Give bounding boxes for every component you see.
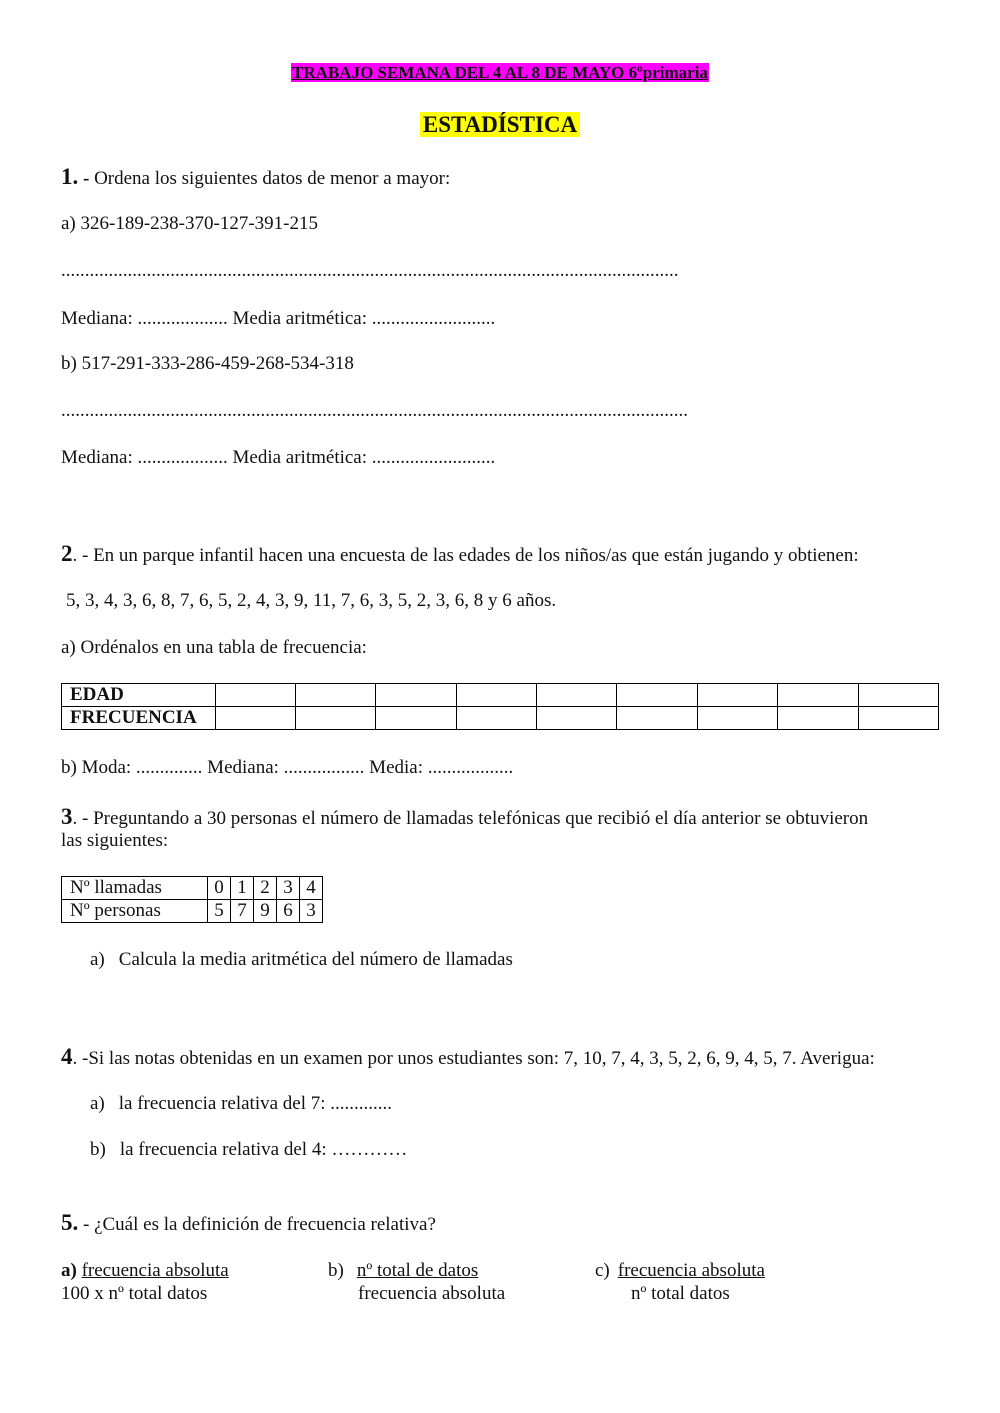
q2-heading bbox=[61, 541, 859, 567]
q4-b-text: la frecuencia relativa del 4: ………… bbox=[119, 1139, 408, 1160]
q5-option-a-denominator: 100 x nº total datos bbox=[61, 1283, 208, 1304]
calls-table-value: 3 bbox=[300, 900, 323, 923]
q5-option-a-marker: a) bbox=[61, 1260, 77, 1281]
q2-prompt: . - En un parque infantil hacen una encuesta de las edades de los niños/as que están jugando y obtienen: bbox=[72, 545, 859, 566]
frequency-table-cell[interactable] bbox=[778, 684, 858, 707]
calls-table-value: 5 bbox=[208, 900, 231, 923]
frequency-table-cell[interactable] bbox=[617, 684, 697, 707]
frequency-table-cell[interactable] bbox=[778, 707, 858, 730]
calls-table-value: 7 bbox=[231, 900, 254, 923]
q1-number: 1. bbox=[61, 164, 79, 189]
q4-a-text: la frecuencia relativa del 7: ............. bbox=[118, 1093, 393, 1114]
calls-table-row-personas bbox=[62, 900, 323, 923]
q3-a-marker: a) bbox=[90, 949, 105, 970]
q1-a-data: a) 326-189-238-370-127-391-215 bbox=[61, 213, 318, 234]
frequency-table-cell[interactable] bbox=[456, 707, 536, 730]
calls-table-label-llamadas: Nº llamadas bbox=[62, 877, 208, 900]
q1-b-data: b) 517-291-333-286-459-268-534-318 bbox=[61, 353, 354, 374]
frequency-table-cell[interactable] bbox=[537, 707, 617, 730]
q5-option-c-denominator: nº total datos bbox=[631, 1283, 730, 1304]
frequency-table-cell[interactable] bbox=[537, 684, 617, 707]
q5-option-a-numerator: frecuencia absoluta bbox=[81, 1260, 229, 1281]
q5-number: 5. bbox=[61, 1210, 79, 1235]
q3-prompt-line1: . - Preguntando a 30 personas el número de llamadas telefónicas que recibió el día anterior se obtuvieron bbox=[72, 808, 869, 829]
q3-heading bbox=[61, 804, 868, 830]
q2-number: 2 bbox=[61, 541, 73, 566]
calls-table-value: 1 bbox=[231, 877, 254, 900]
frequency-table-cell[interactable] bbox=[376, 684, 456, 707]
frequency-table-cell[interactable] bbox=[858, 684, 938, 707]
calls-table-value: 4 bbox=[300, 877, 323, 900]
frequency-table-cell[interactable] bbox=[617, 707, 697, 730]
q3-a-item bbox=[90, 949, 513, 971]
q1-a-stats[interactable]: Mediana: ................... Media aritmética: .......................... bbox=[61, 308, 496, 329]
calls-table bbox=[61, 876, 323, 923]
q2-a-label: a) Ordénalos en una tabla de frecuencia: bbox=[61, 637, 367, 658]
q3-number: 3 bbox=[61, 804, 73, 829]
q1-b-stats[interactable]: Mediana: ................... Media aritmética: .......................... bbox=[61, 447, 496, 468]
q4-b-marker: b) bbox=[90, 1139, 106, 1160]
q1-heading bbox=[61, 164, 450, 190]
frequency-table-label-frecuencia: FRECUENCIA bbox=[62, 707, 216, 730]
frequency-table-cell[interactable] bbox=[376, 707, 456, 730]
worksheet-title-row bbox=[0, 62, 1000, 84]
q4-heading bbox=[61, 1044, 875, 1070]
q5-option-b-numerator: nº total de datos bbox=[356, 1260, 479, 1281]
calls-table-value: 9 bbox=[254, 900, 277, 923]
q3-prompt-line2: las siguientes: bbox=[61, 830, 169, 851]
frequency-table-cell[interactable] bbox=[858, 707, 938, 730]
q5-option-c-marker: c) bbox=[595, 1260, 610, 1281]
frequency-table-cell[interactable] bbox=[697, 707, 777, 730]
frequency-table-cell[interactable] bbox=[456, 684, 536, 707]
q2-b-stats[interactable]: b) Moda: .............. Mediana: ................. Media: .................. bbox=[61, 757, 514, 778]
q5-option-b-denominator: frecuencia absoluta bbox=[358, 1283, 506, 1304]
q4-b-item[interactable] bbox=[90, 1139, 407, 1161]
q5-option-c-numerator: frecuencia absoluta bbox=[617, 1260, 765, 1281]
q3-a-text: Calcula la media aritmética del número de llamadas bbox=[118, 949, 513, 970]
q5-option-b-marker: b) bbox=[328, 1260, 344, 1281]
calls-table-value: 2 bbox=[254, 877, 277, 900]
subject-title-row bbox=[0, 112, 1000, 138]
q5-option-b[interactable] bbox=[328, 1260, 478, 1282]
frequency-table-cell[interactable] bbox=[215, 684, 295, 707]
calls-table-label-personas: Nº personas bbox=[62, 900, 208, 923]
frequency-table-cell[interactable] bbox=[296, 707, 376, 730]
calls-table-value: 3 bbox=[277, 877, 300, 900]
worksheet-title: TRABAJO SEMANA DEL 4 AL 8 DE MAYO 6ºprimaria bbox=[292, 63, 708, 82]
frequency-table bbox=[61, 683, 939, 730]
calls-table-value: 0 bbox=[208, 877, 231, 900]
q2-data: 5, 3, 4, 3, 6, 8, 7, 6, 5, 2, 4, 3, 9, 11, 7, 6, 3, 5, 2, 3, 6, 8 y 6 años. bbox=[66, 590, 557, 611]
q5-heading bbox=[61, 1210, 436, 1236]
q5-option-c[interactable] bbox=[595, 1260, 765, 1282]
q1-prompt: Ordena los siguientes datos de menor a mayor: bbox=[94, 168, 451, 189]
q4-prompt: . -Si las notas obtenidas en un examen por unos estudiantes son: 7, 10, 7, 4, 3, 5, 2, 6, 9, 4, 5, 7. Averigua: bbox=[72, 1048, 875, 1069]
q4-number: 4 bbox=[61, 1044, 73, 1069]
frequency-table-cell[interactable] bbox=[215, 707, 295, 730]
calls-table-row-llamadas bbox=[62, 877, 323, 900]
calls-table-value: 6 bbox=[277, 900, 300, 923]
frequency-table-row-edad bbox=[62, 684, 939, 707]
frequency-table-row-frecuencia bbox=[62, 707, 939, 730]
q4-a-item[interactable] bbox=[90, 1093, 392, 1115]
frequency-table-cell[interactable] bbox=[296, 684, 376, 707]
frequency-table-cell[interactable] bbox=[697, 684, 777, 707]
q1-b-answer-line[interactable]: .................................................................................................................................... bbox=[61, 400, 688, 421]
subject-title: ESTADÍSTICA bbox=[420, 112, 580, 137]
q5-prompt: - ¿Cuál es la definición de frecuencia relativa? bbox=[78, 1214, 436, 1235]
q1-a-answer-line[interactable]: .................................................................................................................................. bbox=[61, 260, 679, 281]
q1-dash: - bbox=[78, 168, 95, 189]
q4-a-marker: a) bbox=[90, 1093, 105, 1114]
frequency-table-label-edad: EDAD bbox=[62, 684, 216, 707]
q5-option-a[interactable] bbox=[61, 1260, 229, 1282]
